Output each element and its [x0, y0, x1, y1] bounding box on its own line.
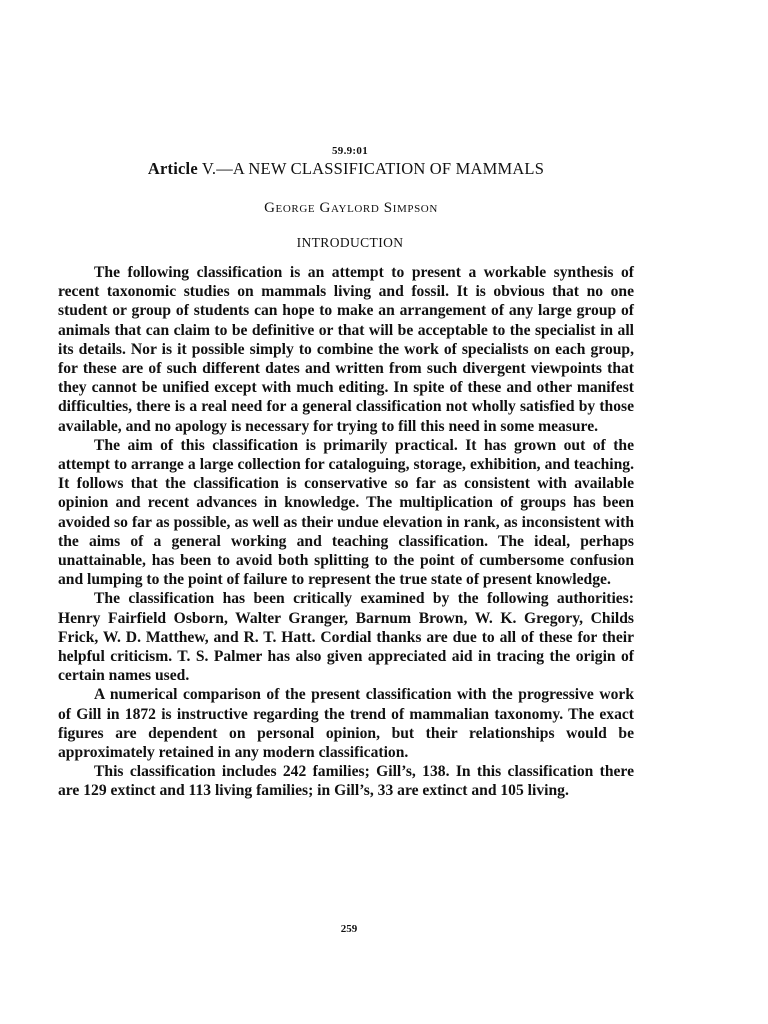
author-name: George Gaylord Simpson	[264, 200, 438, 216]
paragraph: A numerical comparison of the present classification with the progressive work of Gill in 1872 is instructive regarding the trend of mammalian taxonomy. The exact figures are dependent on personal opinion, but their relationships would be approximately retained in any modern classification.	[58, 686, 634, 762]
document-page	[58, 0, 634, 1024]
paragraph: The classification has been critically examined by the following authorities: Henry Fairfield Osborn, Walter Granger, Barnum Brown, W. K. Gregory, Childs Frick, W. D. Matthew, and R. T. Hatt. Cordial thanks are due to all of these for their helpful criticism. T. S. Palmer has also given appreciated aid in tracing the origin of certain names used.	[58, 590, 634, 685]
page-number: 259	[340, 923, 358, 935]
article-body	[58, 263, 634, 801]
article-title-text: V.—A NEW CLASSIFICATION OF MAMMALS	[201, 159, 545, 178]
section-heading: INTRODUCTION	[296, 235, 404, 250]
article-title	[58, 159, 634, 179]
paragraph: This classification includes 242 families; Gill’s, 138. In this classification there are 129 extinct and 113 living families; in Gill’s, 33 are extinct and 105 living.	[58, 763, 634, 800]
paragraph: The aim of this classification is primarily practical. It has grown out of the attempt to arrange a large collection for cataloguing, storage, exhibition, and teaching. It follows that the classification is conservative so far as consistent with available opinion and recent advances in knowledge. The multiplication of groups has been avoided so far as possible, as well as their undue elevation in rank, as inconsistent with the aims of a general working and teaching classification. The ideal, perhaps unattainable, has been to avoid both splitting to the point of cumbersome confusion and lumping to the point of failure to represent the true state of present knowledge.	[58, 436, 634, 589]
article-label: Article	[147, 159, 198, 178]
paragraph: The following classification is an attempt to present a workable synthesis of recent taxonomic studies on mammals living and fossil. It is obvious that no one student or group of students can hope to make an arrangement of any large group of animals that can claim to be definitive or that will be acceptable to the specialist in all its details. Nor is it possible simply to combine the work of specialists on each group, for these are of such different dates and written from such divergent viewpoints that they cannot be unified except with much editing. In spite of these and other manifest difficulties, there is a real need for a general classification not wholly satisfied by those available, and no apology is necessary for trying to fill this need in some measure.	[58, 264, 634, 435]
classification-number: 59.9:01	[331, 145, 368, 157]
